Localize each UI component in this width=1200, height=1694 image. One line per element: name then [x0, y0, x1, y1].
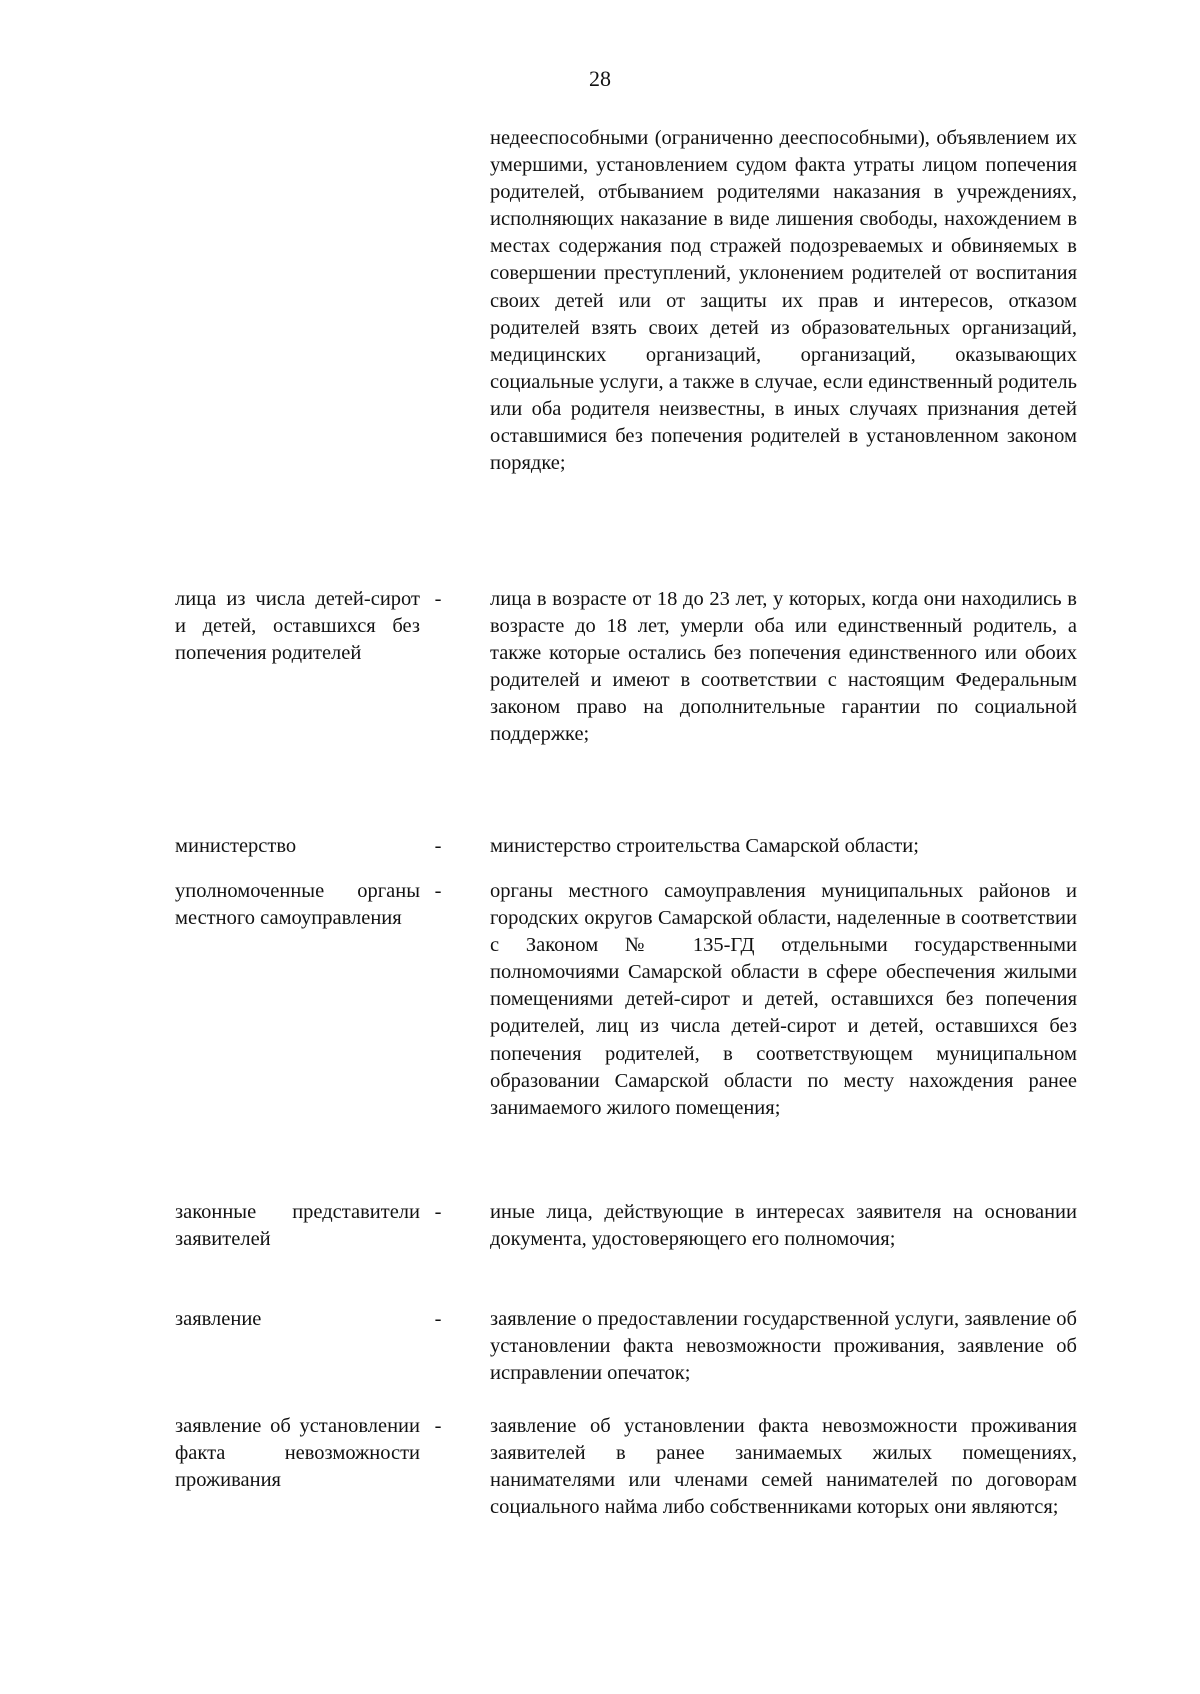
definition-text: министерство строительства Самарской области; [490, 835, 919, 857]
definition-dash: - [434, 835, 442, 857]
definition-text: лица в возрасте от 18 до 23 лет, у которых, когда они находились в возрасте до 18 лет, умерли оба или единственный родитель, а также которые остались без попечения единственного или обоих родителей и имеют в соответствии с настоящим Федеральным законом право на дополнительные гарантии по социальной поддержке; [490, 588, 1077, 746]
definition-text: заявление о предоставлении государственной услуги, заявление об установлении факта невозможности проживания, заявление об исправлении опечаток; [490, 1308, 1077, 1385]
definition-dash: - [434, 1415, 442, 1437]
definition-dash: - [434, 1201, 442, 1223]
page-number: 28 [589, 66, 611, 91]
definition-term: законные представители заявителей [175, 1201, 420, 1251]
definition-dash: - [434, 588, 442, 610]
definition-dash: - [434, 1308, 442, 1330]
definition-term: заявление [175, 1308, 262, 1330]
definition-term: лица из числа детей-сирот и детей, оставшихся без попечения родителей [175, 588, 420, 665]
definition-term: уполномоченные органы местного самоуправления [175, 880, 420, 930]
definition-text: заявление об установлении факта невозможности проживания заявителей в ранее занимаемых жилых помещениях, нанимателями или членами семей нанимателей по договорам социального найма либо собственниками которых они являются; [490, 1415, 1077, 1519]
definition-text: иные лица, действующие в интересах заявителя на основании документа, удостоверяющего его полномочия; [490, 1201, 1077, 1251]
definition-term: заявление об установлении факта невозможности проживания [175, 1415, 420, 1492]
intro-paragraph: недееспособными (ограниченно дееспособными), объявлением их умершими, установлением судом факта утраты лицом попечения родителей, отбыванием родителями наказания в учреждениях, исполняющих наказание в виде лишения свободы, нахождением в местах содержания под стражей подозреваемых и обвиняемых в совершении преступлений, уклонением родителей от воспитания своих детей или от защиты их прав и интересов, отказом родителей взять своих детей из образовательных организаций, медицинских организаций, организаций, оказывающих социальные услуги, а также в случае, если единственный родитель или оба родителя неизвестны, в иных случаях признания детей оставшимися без попечения родителей в установленном законом порядке; [490, 127, 1077, 475]
definition-text: органы местного самоуправления муниципальных районов и городских округов Самарской области, наделенные в соответствии с Законом № 135-ГД отдельными государственными полномочиями Самарской области в сфере обеспечения жилыми помещениями детей-сирот и детей, оставшихся без попечения родителей, лиц из числа детей-сирот и детей, оставшихся без попечения родителей, в соответствующем муниципальном образовании Самарской области по месту нахождения ранее занимаемого жилого помещения; [490, 880, 1077, 1119]
definition-dash: - [434, 880, 442, 902]
definition-term: министерство [175, 835, 297, 857]
